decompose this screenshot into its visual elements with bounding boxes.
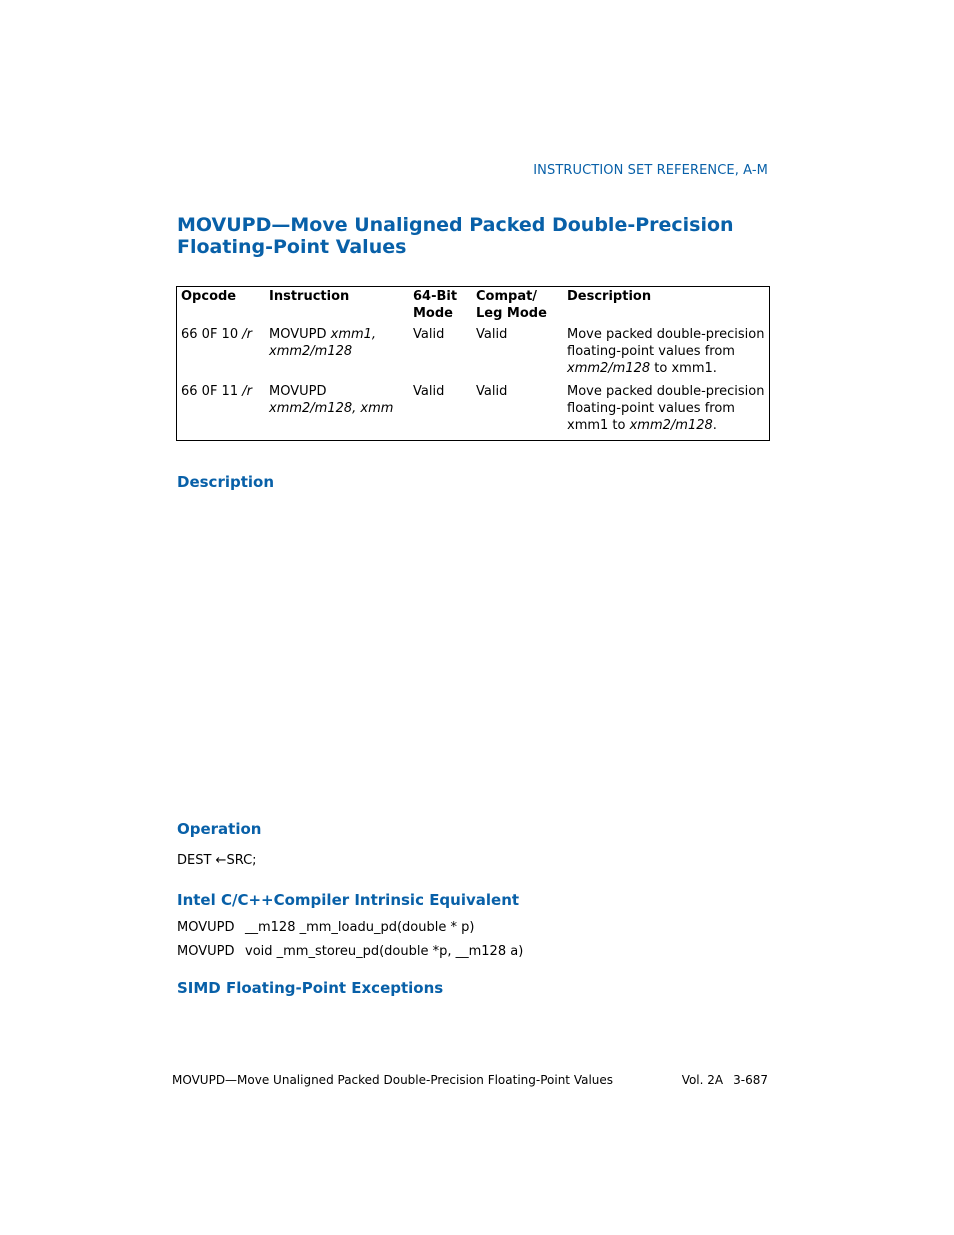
col-header-opcode: Opcode — [181, 289, 237, 304]
intrinsic-signature: __m128 _mm_loadu_pd(double * p) — [245, 920, 475, 935]
opcode-modrm: /r — [242, 384, 252, 399]
footer-volume: Vol. 2A — [681, 1073, 724, 1087]
intrinsic-row — [177, 920, 474, 935]
instruction-operands: xmm2/m128, xmm — [269, 401, 394, 416]
opcode-text: 66 0F 11 — [181, 384, 243, 399]
intrinsic-signature: void _mm_storeu_pd(double *p, __m128 a) — [245, 944, 524, 959]
description-text: . — [712, 418, 717, 433]
table-row — [177, 383, 770, 441]
cell-64bit-mode: Valid — [413, 384, 445, 399]
cell-64bit-mode: Valid — [413, 327, 445, 342]
col-header-compat-leg-mode: Compat/ Leg Mode — [476, 289, 547, 321]
cell-instruction — [265, 326, 409, 383]
section-heading-description: Description — [177, 473, 275, 491]
cell-description — [563, 326, 770, 383]
intrinsic-mnemonic: MOVUPD — [177, 944, 235, 959]
description-text: to xmm1. — [650, 361, 717, 376]
cell-opcode — [177, 383, 266, 441]
description-text: Move packed double-precision floating-point values from xmm1 to — [567, 384, 765, 433]
intrinsic-mnemonic: MOVUPD — [177, 920, 235, 935]
running-header: INSTRUCTION SET REFERENCE, A-M — [533, 163, 768, 178]
cell-description — [563, 383, 770, 441]
col-header-64bit-mode: 64-Bit Mode — [413, 289, 458, 321]
section-heading-simd-exceptions: SIMD Floating-Point Exceptions — [177, 979, 444, 997]
footer-page-number: 3-687 — [733, 1073, 768, 1087]
section-heading-operation: Operation — [177, 820, 262, 838]
cell-instruction — [265, 383, 409, 441]
description-text: Move packed double-precision floating-point values from — [567, 327, 765, 359]
instruction-operands: xmm1, xmm2/m128 — [269, 327, 377, 359]
intrinsic-row — [177, 944, 523, 959]
cell-compat-mode: Valid — [476, 384, 508, 399]
footer-page-info — [682, 1073, 768, 1087]
cell-opcode — [177, 326, 266, 383]
table-row — [177, 326, 770, 383]
instruction-mnemonic: MOVUPD — [269, 327, 331, 342]
col-header-instruction: Instruction — [269, 289, 350, 304]
section-heading-intrinsic: Intel C/C++Compiler Intrinsic Equivalent — [177, 891, 520, 909]
description-operand: xmm2/m128 — [629, 418, 713, 433]
footer-title: MOVUPD—Move Unaligned Packed Double-Precision Floating-Point Values — [172, 1073, 614, 1087]
instruction-mnemonic: MOVUPD — [269, 384, 327, 399]
operation-code: DEST ←SRC; — [177, 853, 257, 868]
opcode-modrm: /r — [242, 327, 252, 342]
opcode-table — [176, 286, 770, 441]
description-operand: xmm2/m128 — [567, 361, 651, 376]
opcode-text: 66 0F 10 — [181, 327, 243, 342]
table-header-row — [177, 287, 770, 327]
page-title: MOVUPD—Move Unaligned Packed Double-Precision Floating-Point Values — [177, 214, 734, 258]
col-header-description: Description — [567, 289, 652, 304]
cell-compat-mode: Valid — [476, 327, 508, 342]
